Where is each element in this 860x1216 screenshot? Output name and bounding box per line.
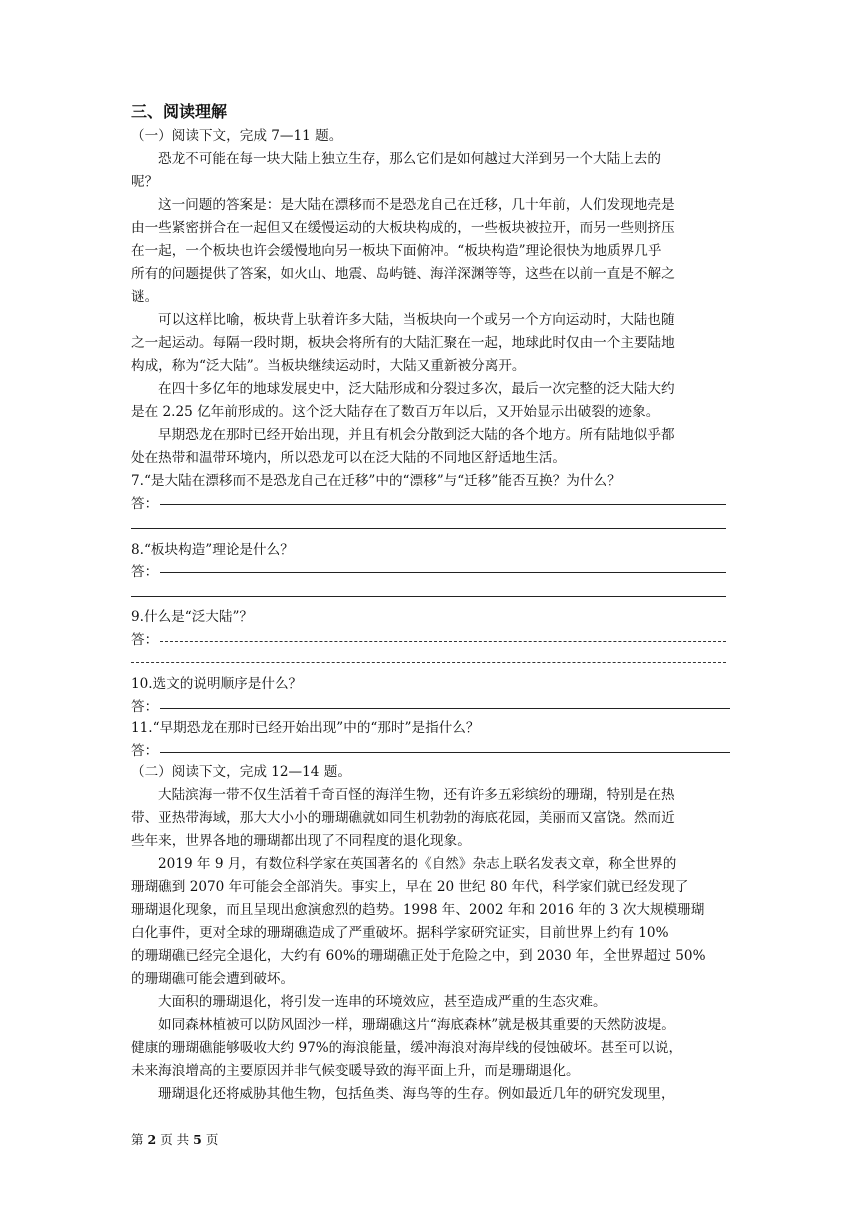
answer-line[interactable] [160, 752, 730, 753]
question-8: 8.“板块构造”理论是什么？ [131, 542, 294, 558]
paragraph-line: 些年来，世界各地的珊瑚都出现了不同程度的退化现象。 [131, 833, 471, 849]
paragraph-line: 由一些紧密拼合在一起但又在缓慢运动的大板块构成的，一些板块被拉开，而另一些则挤压 [131, 220, 675, 236]
paragraph-line: 在一起，一个板块也许会缓慢地向另一板块下面俯冲。“板块构造”理论很快为地质界几乎 [131, 243, 662, 259]
paragraph-line: 健康的珊瑚礁能够吸收大约 97%的海浪能量，缓冲海浪对海岸线的侵蚀破坏。甚至可以说， [131, 1040, 683, 1056]
paragraph-line: 如同森林植被可以防风固沙一样，珊瑚礁这片“海底森林”就是极其重要的天然防波堤。 [158, 1017, 675, 1033]
paragraph-line: 珊瑚礁到 2070 年可能会全部消失。事实上，早在 20 世纪 80 年代，科学家们就已经发现了 [131, 879, 689, 895]
paragraph-line: 处在热带和温带环境内，所以恐龙可以在泛大陆的不同地区舒适地生活。 [131, 450, 566, 466]
current-page-number: 2 [147, 1132, 157, 1147]
paragraph-line: 可以这样比喻，板块背上驮着许多大陆，当板块向一个或另一个方向运动时，大陆也随 [158, 312, 675, 328]
paragraph-line: 白化事件，更对全球的珊瑚礁造成了严重破坏。据科学家研究证实，目前世界上约有 10% [131, 925, 669, 941]
page-footer [131, 1131, 218, 1149]
paragraph-line: 带、亚热带海域，那大大小小的珊瑚礁就如同生机勃勃的海底花园，美丽而又富饶。然而近 [131, 810, 675, 826]
answer-label: 答： [131, 743, 159, 759]
paragraph-line: 大面积的珊瑚退化，将引发一连串的环境效应，甚至造成严重的生态灾难。 [158, 994, 607, 1010]
section-title: 三、阅读理解 [131, 102, 228, 121]
paragraph-line: 所有的问题提供了答案，如火山、地震、岛屿链、海洋深渊等等，这些在以前一直是不解之 [131, 266, 675, 282]
answer-line[interactable] [160, 708, 730, 709]
paragraph-line: 珊瑚退化现象，而且呈现出愈演愈烈的趋势。1998 年、2002 年和 2016 年的 3 次大规模珊瑚 [131, 902, 705, 918]
question-7: 7.“是大陆在漂移而不是恐龙自己在迁移”中的“漂移”与“迁移”能否互换？为什么？ [131, 473, 621, 489]
part1-intro: （一）阅读下文，完成 7—11 题。 [131, 128, 343, 144]
paragraph-line: 未来海浪增高的主要原因并非气候变暖导致的海平面上升，而是珊瑚退化。 [131, 1063, 580, 1079]
question-11: 11.“早期恐龙在那时已经开始出现”中的“那时”是指什么？ [131, 720, 480, 736]
footer-mid: 页 共 [160, 1132, 190, 1147]
paragraph-line: 珊瑚退化还将威胁其他生物，包括鱼类、海鸟等的生存。例如最近几年的研究发现里， [158, 1086, 675, 1102]
answer-line[interactable] [160, 572, 726, 573]
paragraph-line: 大陆滨海一带不仅生活着千奇百怪的海洋生物，还有许多五彩缤纷的珊瑚，特别是在热 [158, 787, 675, 803]
paragraph-line: 早期恐龙在那时已经开始出现，并且有机会分散到泛大陆的各个地方。所有陆地似乎都 [158, 427, 675, 443]
question-10: 10.选文的说明顺序是什么？ [131, 676, 303, 692]
answer-line[interactable] [131, 596, 726, 597]
answer-line[interactable] [131, 528, 726, 529]
answer-label: 答： [131, 564, 159, 580]
paragraph-line: 谜。 [131, 289, 159, 305]
answer-label: 答： [131, 632, 159, 648]
footer-suffix: 页 [205, 1132, 219, 1147]
paragraph-line: 的珊瑚礁可能会遭到破坏。 [131, 971, 295, 987]
paragraph-line: 恐龙不可能在每一块大陆上独立生存，那么它们是如何越过大洋到另一个大陆上去的 [158, 151, 661, 167]
part2-intro: （二）阅读下文，完成 12—14 题。 [131, 764, 351, 780]
paragraph-line: 之一起运动。每隔一段时期，板块会将所有的大陆汇聚在一起，地球此时仅由一个主要陆地 [131, 335, 675, 351]
paragraph-line: 的珊瑚礁已经完全退化，大约有 60%的珊瑚礁正处于危险之中，到 2030 年，全世界超过 50% [131, 948, 706, 964]
answer-label: 答： [131, 699, 159, 715]
answer-line[interactable] [131, 662, 726, 663]
paragraph-line: 构成，称为“泛大陆”。当板块继续运动时，大陆又重新被分离开。 [131, 358, 526, 374]
answer-line[interactable] [160, 641, 726, 642]
footer-prefix: 第 [131, 1132, 144, 1147]
paragraph-line: 这一问题的答案是：是大陆在漂移而不是恐龙自己在迁移，几十年前，人们发现地壳是 [158, 197, 675, 213]
total-pages-number: 5 [193, 1132, 202, 1147]
paragraph-line: 是在 2.25 亿年前形成的。这个泛大陆存在了数百万年以后，又开始显示出破裂的迹象。 [131, 404, 660, 420]
paragraph-line: 在四十多亿年的地球发展史中，泛大陆形成和分裂过多次，最后一次完整的泛大陆大约 [158, 381, 675, 397]
paragraph-line: 呢？ [131, 174, 159, 190]
question-9: 9.什么是“泛大陆”？ [131, 609, 254, 625]
answer-label: 答： [131, 496, 159, 512]
answer-line[interactable] [160, 504, 726, 505]
paragraph-line: 2019 年 9 月，有数位科学家在英国著名的《自然》杂志上联名发表文章，称全世界的 [158, 856, 677, 872]
